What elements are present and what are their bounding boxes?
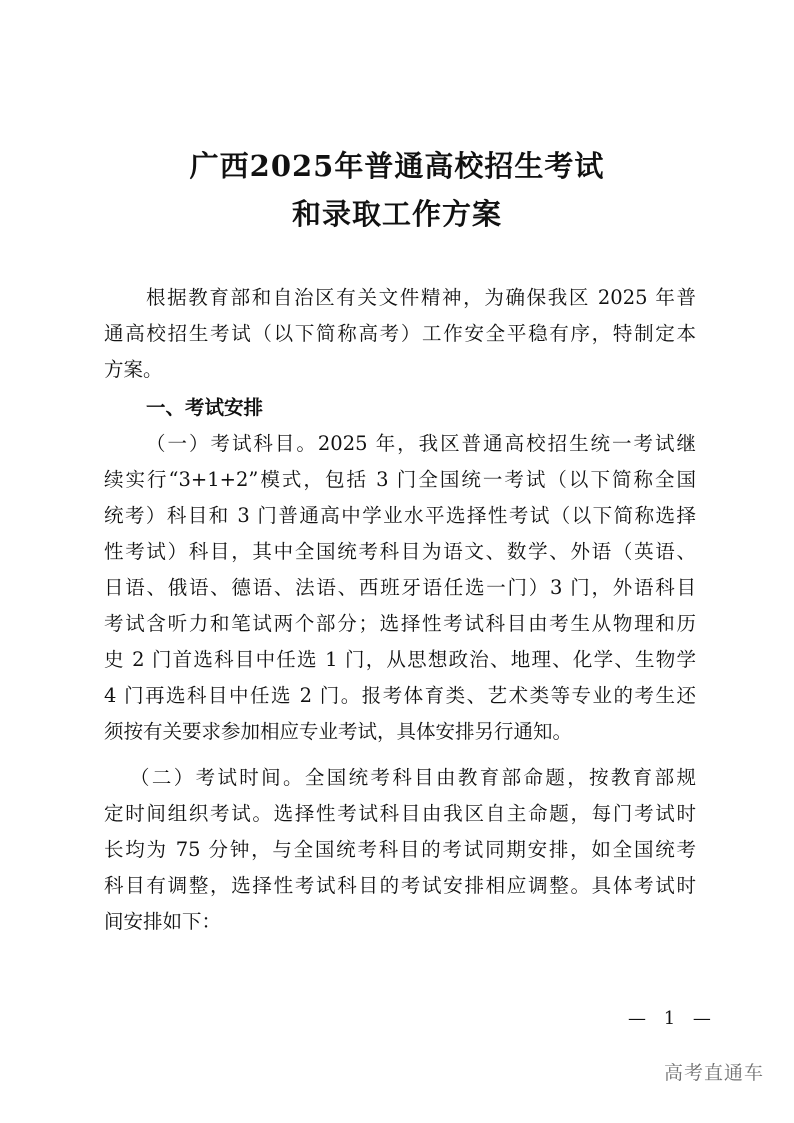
sub1-line-7: 史 2 门首选科目中任选 1 门，从思想政治、地理、化学、生物学 — [104, 648, 696, 671]
intro-line-2: 通高校招生考试（以下简称高考）工作安全平稳有序，特制定本 — [104, 322, 696, 345]
sub2-line-5: 间安排如下： — [104, 910, 222, 933]
sub1-line-3: 统考）科目和 3 门普通高中学业水平选择性考试（以下简称选择 — [104, 504, 696, 527]
sub2-line-2: 定时间组织考试。选择性考试科目由我区自主命题，每门考试时 — [104, 802, 696, 825]
section-heading-exam-arrangement: 一、考试安排 — [146, 396, 264, 419]
sub1-line-2: 续实行“3+1+2”模式，包括 3 门全国统一考试（以下简称全国 — [104, 468, 696, 491]
page-number: — 1 — — [628, 1008, 717, 1029]
document-title-line-1: 广西2025年普通高校招生考试 — [189, 149, 605, 183]
watermark-text: 高考直通车 — [663, 1062, 764, 1084]
sub2-line-1: （二）考试时间。全国统考科目由教育部命题，按教育部规 — [130, 766, 696, 789]
sub1-line-9: 须按有关要求参加相应专业考试，具体安排另行通知。 — [104, 720, 573, 743]
document-title-line-2: 和录取工作方案 — [291, 197, 502, 231]
sub1-line-8: 4 门再选科目中任选 2 门。报考体育类、艺术类等专业的考生还 — [104, 684, 696, 707]
sub1-line-5: 日语、俄语、德语、法语、西班牙语任选一门）3 门，外语科目 — [104, 576, 696, 599]
sub2-line-3: 长均为 75 分钟，与全国统考科目的考试同期安排，如全国统考 — [104, 838, 696, 861]
sub1-line-4: 性考试）科目，其中全国统考科目为语文、数学、外语（英语、 — [104, 540, 696, 563]
sub1-line-6: 考试含听力和笔试两个部分；选择性考试科目由考生从物理和历 — [104, 612, 696, 635]
intro-line-3: 方案。 — [104, 358, 163, 381]
sub2-line-4: 科目有调整，选择性考试科目的考试安排相应调整。具体考试时 — [104, 874, 696, 897]
sub1-line-1: （一）考试科目。2025 年，我区普通高校招生统一考试继 — [146, 432, 696, 455]
intro-line-1: 根据教育部和自治区有关文件精神，为确保我区 2025 年普 — [146, 286, 696, 309]
